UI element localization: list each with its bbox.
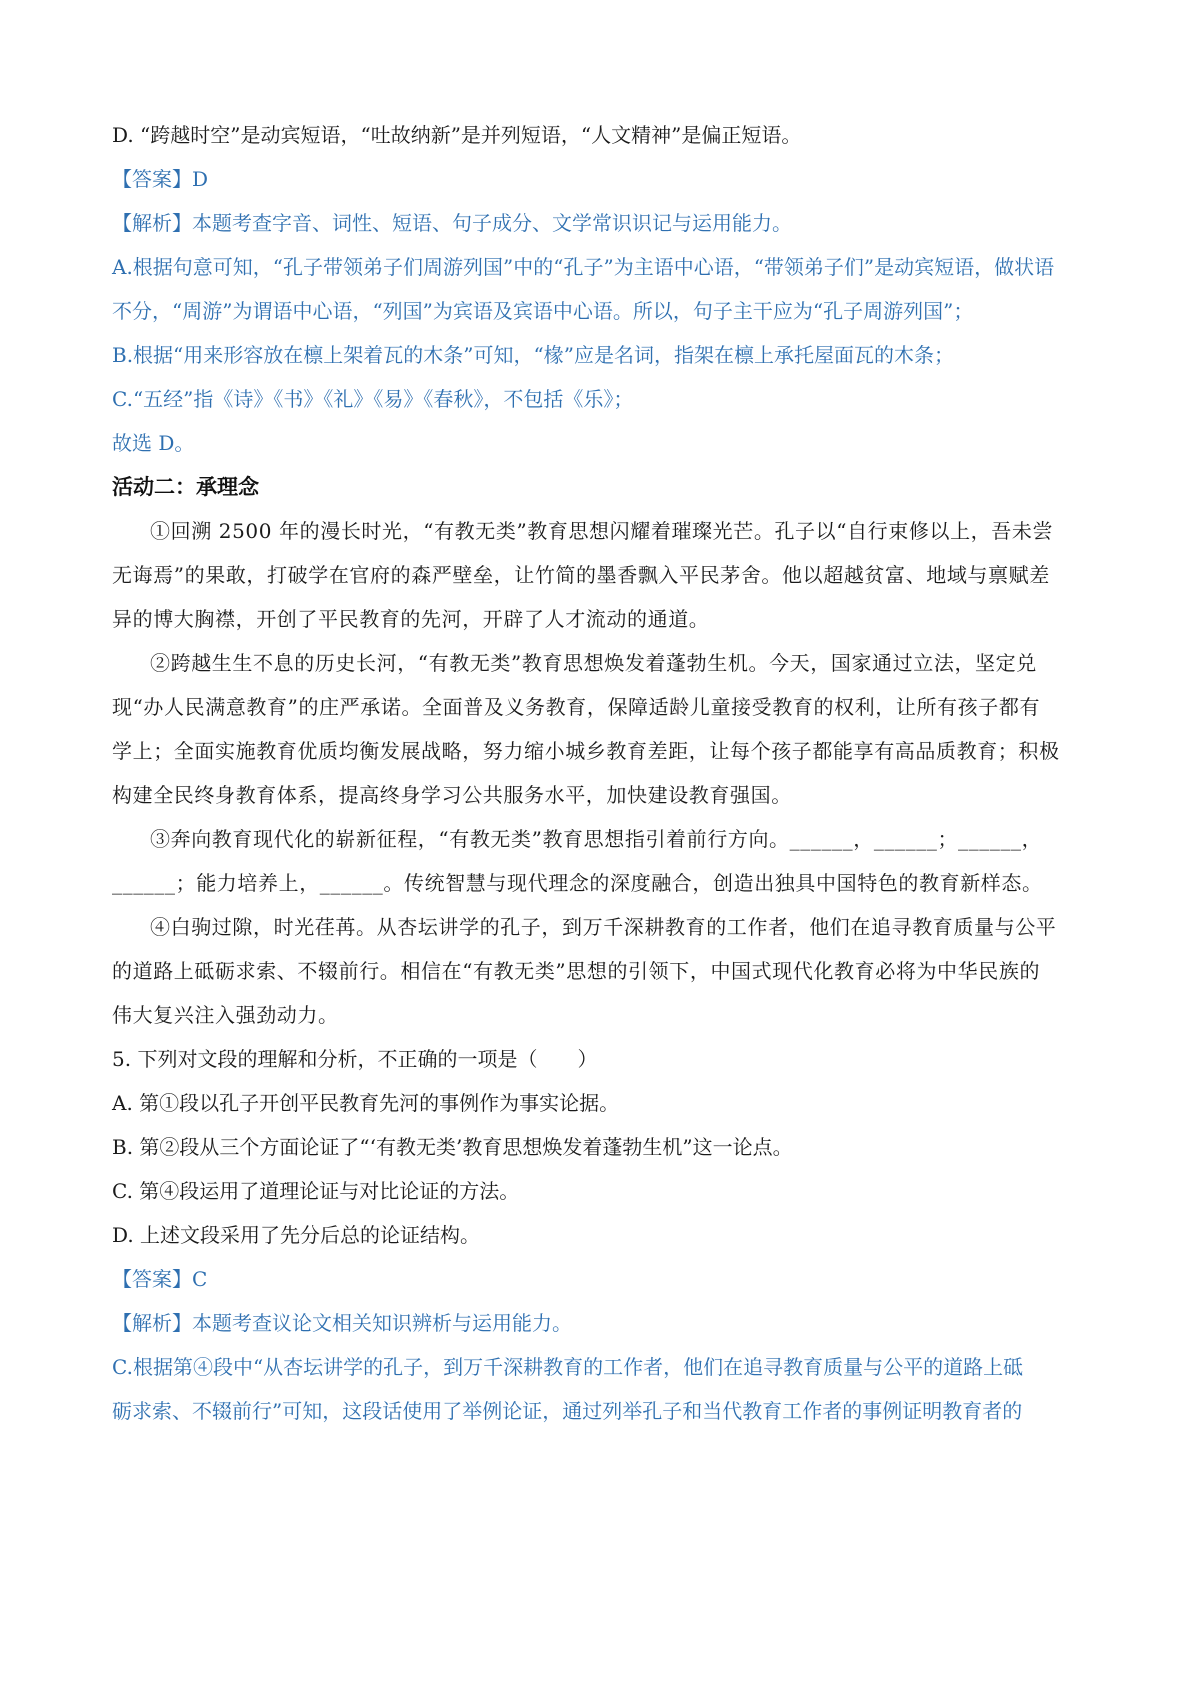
q4-analysis-intro: 【解析】本题考查字音、词性、短语、句子成分、文学常识识记与运用能力。 xyxy=(112,211,792,235)
passage-p4-line2: 的道路上砥砺求索、不辍前行。相信在“有教无类”思想的引领下，中国式现代化教育必将为中华民族的 xyxy=(112,959,1041,983)
passage-p1-line1: ①回溯 2500 年的漫长时光，“有教无类”教育思想闪耀着璀璨光芒。孔子以“自行束修以上，吾未尝 xyxy=(150,519,1054,543)
passage-p2-line4: 构建全民终身教育体系，提高终身学习公共服务水平，加快建设教育强国。 xyxy=(112,783,792,807)
passage-p3-line2: ______；能力培养上，______。传统智慧与现代理念的深度融合，创造出独具中国特色的教育新样态。 xyxy=(112,871,1043,895)
passage-p2-line3: 学上；全面实施教育优质均衡发展战略，努力缩小城乡教育差距，让每个孩子都能享有高品质教育；积极 xyxy=(112,739,1060,763)
passage-p2-line2: 现“办人民满意教育”的庄严承诺。全面普及义务教育，保障适龄儿童接受教育的权利，让所有孩子都有 xyxy=(112,695,1041,719)
q4-conclusion: 故选 D。 xyxy=(112,431,195,455)
q5-option-d: D. 上述文段采用了先分后总的论证结构。 xyxy=(112,1223,481,1247)
q4-analysis-a-line2: 不分，“周游”为谓语中心语，“列国”为宾语及宾语中心语。所以，句子主干应为“孔子周游列国”； xyxy=(112,299,974,323)
q5-analysis-intro: 【解析】本题考查议论文相关知识辨析与运用能力。 xyxy=(112,1311,572,1335)
q5-analysis-c-line2: 砺求索、不辍前行”可知，这段话使用了举例论证，通过列举孔子和当代教育工作者的事例证明教育者的 xyxy=(112,1399,1023,1423)
passage-p1-line3: 异的博大胸襟，开创了平民教育的先河，开辟了人才流动的通道。 xyxy=(112,607,710,631)
passage-p2-line1: ②跨越生生不息的历史长河，“有教无类”教育思想焕发着蓬勃生机。今天，国家通过立法，坚定兑 xyxy=(150,651,1037,675)
q4-analysis-c: C.“五经”指《诗》《书》《礼》《易》《春秋》，不包括《乐》； xyxy=(112,387,634,411)
activity-title: 活动二：承理念 xyxy=(112,475,259,499)
passage-p4-line3: 伟大复兴注入强劲动力。 xyxy=(112,1003,339,1027)
q4-analysis-a-line1: A.根据句意可知，“孔子带领弟子们周游列国”中的“孔子”为主语中心语，“带领弟子们”是动宾短语，做状语 xyxy=(112,255,1055,279)
q5-option-b: B. 第②段从三个方面论证了“‘有教无类’教育思想焕发着蓬勃生机”这一论点。 xyxy=(112,1135,793,1159)
q4-option-d: D. “跨越时空”是动宾短语，“吐故纳新”是并列短语，“人文精神”是偏正短语。 xyxy=(112,123,802,147)
q5-answer: 【答案】C xyxy=(112,1267,208,1291)
passage-p4-line1: ④白驹过隙，时光荏苒。从杏坛讲学的孔子，到万千深耕教育的工作者，他们在追寻教育质量与公平 xyxy=(150,915,1057,939)
q4-analysis-b: B.根据“用来形容放在檩上架着瓦的木条”可知，“椽”应是名词，指架在檩上承托屋面瓦的木条； xyxy=(112,343,954,367)
passage-p1-line2: 无诲焉”的果敢，打破学在官府的森严壁垒，让竹简的墨香飘入平民茅舍。他以超越贫富、地域与禀赋差 xyxy=(112,563,1050,587)
passage-p3-line1: ③奔向教育现代化的崭新征程，“有教无类”教育思想指引着前行方向。______，______；______， xyxy=(150,827,1043,851)
q4-answer: 【答案】D xyxy=(112,167,209,191)
q5-option-a: A. 第①段以孔子开创平民教育先河的事例作为事实论据。 xyxy=(112,1091,620,1115)
q5-option-c: C. 第④段运用了道理论证与对比论证的方法。 xyxy=(112,1179,520,1203)
q5-analysis-c-line1: C.根据第④段中“从杏坛讲学的孔子，到万千深耕教育的工作者，他们在追寻教育质量与公平的道路上砥 xyxy=(112,1355,1024,1379)
q5-stem: 5. 下列对文段的理解和分析，不正确的一项是（ ） xyxy=(112,1047,598,1071)
